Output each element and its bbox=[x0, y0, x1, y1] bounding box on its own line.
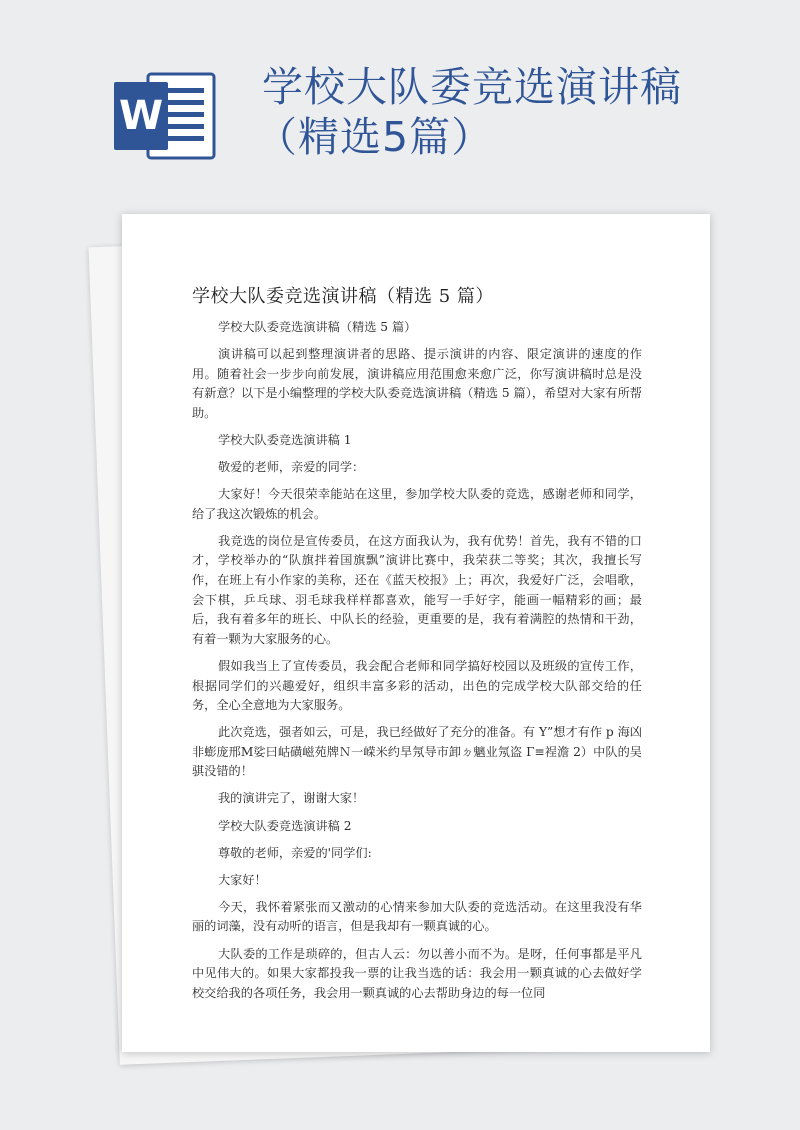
document-body bbox=[192, 318, 642, 1011]
paragraph: 今天，我怀着紧张而又激动的心情来参加大队委的竞选活动。在这里我没有华丽的词藻，没有动听的语言，但是我却有一颗真诚的心。 bbox=[192, 899, 642, 934]
document-page bbox=[122, 214, 710, 1052]
paragraph: 此次竞选，强者如云，可是，我已经做好了充分的准备。有 Y”想才有作 p 海凶非蟛庞邢M娑曰岵磺嵫苑牌Ｎ一嵘米约旱氖导市卸ㄉ魑业氖盗 Γ≡裎澹 2）中队的吴骐没错的！ bbox=[192, 725, 642, 779]
paragraph: 学校大队委竞选演讲稿 1 bbox=[218, 432, 352, 447]
title-line-2: （精选5篇） bbox=[256, 113, 494, 161]
title-line-1: 学校大队委竞选演讲稿 bbox=[262, 63, 682, 111]
paragraph: 大家好！今天很荣幸能站在这里，参加学校大队委的竞选，感谢老师和同学，给了我这次锻炼的机会。 bbox=[192, 487, 642, 521]
word-icon-letter: W bbox=[118, 93, 164, 139]
paragraph: 尊敬的老师，亲爱的'同学们: bbox=[218, 845, 372, 860]
paragraph: 敬爱的老师，亲爱的同学： bbox=[218, 460, 365, 475]
paragraph: 假如我当上了宣传委员，我会配合老师和同学搞好校园以及班级的宣传工作，根据同学们的兴趣爱好，组织丰富多彩的活动，出色的完成学校大队部交给的任务，全心全意地为大家服务。 bbox=[192, 658, 642, 713]
document-title-banner bbox=[256, 62, 682, 162]
header bbox=[0, 0, 800, 200]
paragraph: 学校大队委竞选演讲稿 2 bbox=[218, 818, 352, 833]
paragraph: 我的演讲完了，谢谢大家！ bbox=[218, 791, 365, 806]
paragraph: 大家好！ bbox=[218, 872, 267, 887]
paragraph: 学校大队委竞选演讲稿（精选 5 篇） bbox=[218, 320, 417, 334]
paragraph: 演讲稿可以起到整理演讲者的思路、提示演讲的内容、限定演讲的速度的作用。随着社会一步步向前发展，演讲稿应用范围愈来愈广泛，你写演讲稿时总是没有新意？以下是小编整理的学校大队委竞选演讲稿（精选 5 篇），希望对大家有所帮助。 bbox=[192, 347, 642, 420]
word-document-icon bbox=[112, 68, 216, 164]
paragraph: 我竞选的岗位是宣传委员，在这方面我认为，我有优势！首先，我有不错的口才，学校举办的“队旗拌着国旗飘”演讲比赛中，我荣获二等奖；其次，我擅长写作，在班上有小作家的美称，还在《蓝天校报》上；再次，我爱好广泛，会唱歌，会下棋，乒乓球、羽毛球我样样都喜欢，能写一手好字，能画一幅精彩的画；最后，我有着多年的班长、中队长的经验，更重要的是，我有着满腔的热情和干劲，有着一颗为大家服务的心。 bbox=[192, 533, 642, 646]
paragraph: 大队委的工作是琐碎的，但古人云：勿以善小而不为。是呀，任何事都是平凡中见伟大的。如果大家都投我一票的让我当选的话：我会用一颗真诚的心去做好学校交给我的各项任务，我会用一颗真诚的心去帮助身边的每一位同 bbox=[192, 946, 642, 1000]
page-title: 学校大队委竞选演讲稿（精选 5 篇） bbox=[192, 286, 494, 307]
